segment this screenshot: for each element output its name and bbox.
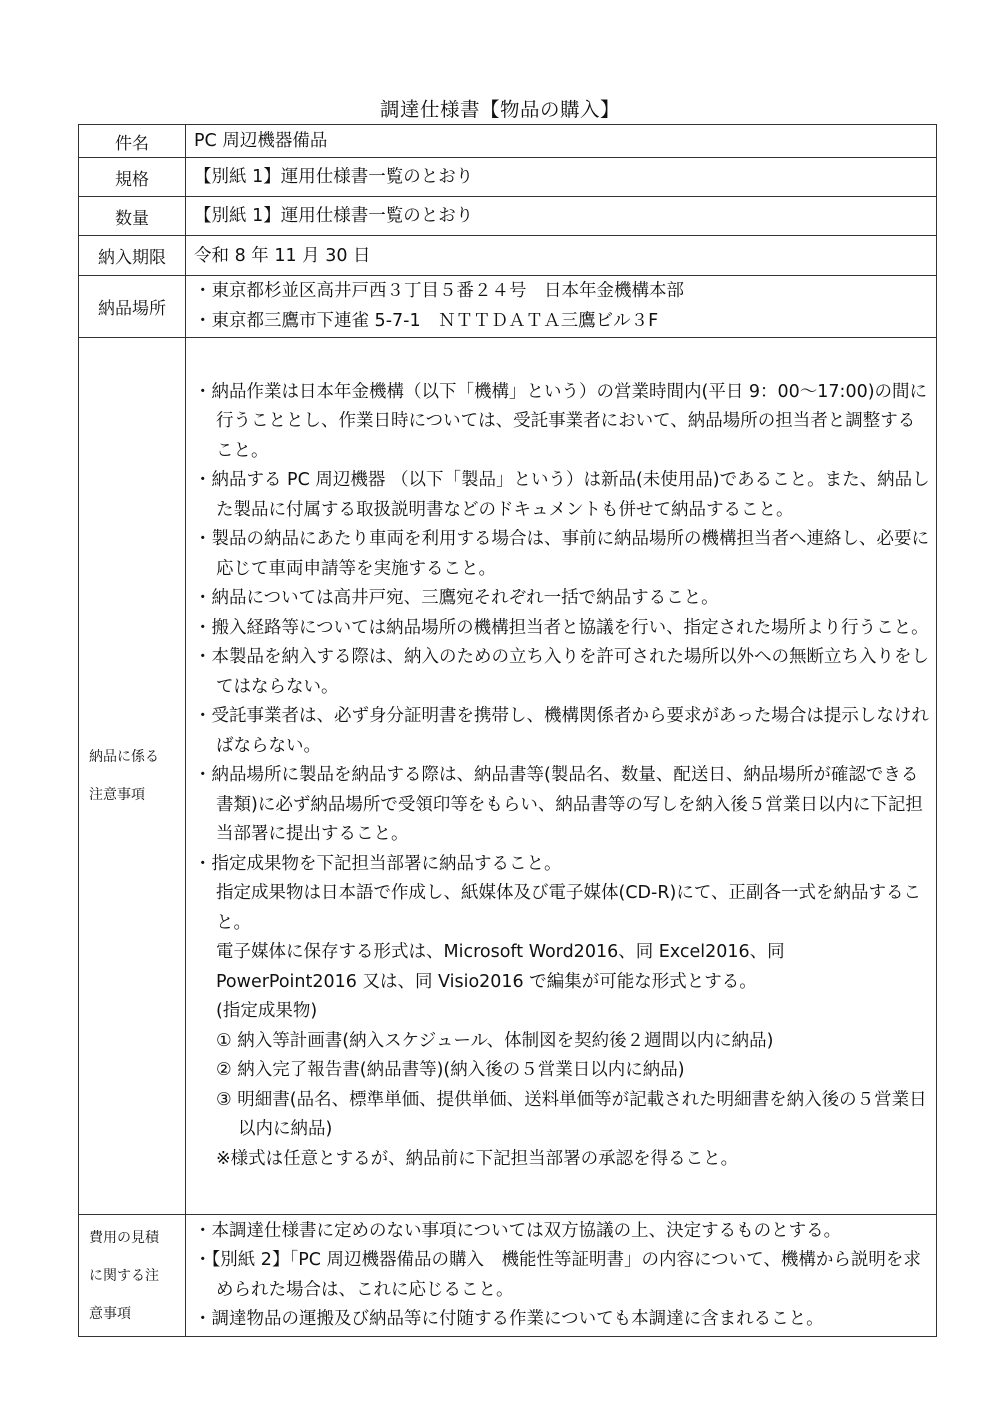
deliverable-paragraph: 電子媒体に保存する形式は、Microsoft Word2016、同 Excel2016、同 PowerPoint2016 又は、同 Visio2016 で編集が可能な形式とする。 bbox=[216, 942, 785, 992]
notes-item: ・納品については高井戸宛、三鷹宛それぞれ一括で納品すること。 bbox=[194, 588, 719, 609]
spec-table bbox=[78, 124, 937, 1337]
label-estimate-line: に関する注 bbox=[89, 1267, 159, 1284]
label-quantity: 数量 bbox=[79, 197, 186, 236]
label-name: 件名 bbox=[79, 125, 186, 158]
row-place bbox=[79, 276, 937, 338]
row-notes bbox=[79, 338, 937, 1215]
label-notes-line: 注意事項 bbox=[89, 787, 145, 803]
row-deadline bbox=[79, 236, 937, 276]
label-estimate bbox=[79, 1215, 186, 1337]
footnote: ※様式は任意とするが、納品前に下記担当部署の承認を得ること。 bbox=[216, 1148, 739, 1169]
label-notes bbox=[79, 338, 186, 1215]
label-estimate-line: 費用の見積 bbox=[89, 1229, 159, 1246]
row-name bbox=[79, 125, 937, 158]
label-estimate-line: 意事項 bbox=[89, 1305, 131, 1322]
label-notes-line: 納品に係る bbox=[89, 749, 159, 765]
value-quantity: 【別紙 1】運用仕様書一覧のとおり bbox=[186, 197, 937, 236]
notes-item: ・搬入経路等については納品場所の機構担当者と協議を行い、指定された場所より行うこと。 bbox=[194, 617, 929, 638]
value-deadline: 令和 8 年 11 月 30 日 bbox=[186, 236, 937, 276]
estimate-item: ・【別紙 2】「PC 周辺機器備品の購入 機能性等証明書」の内容について、機構から説明を求められた場合は、これに応じること。 bbox=[194, 1250, 921, 1300]
label-place: 納品場所 bbox=[79, 276, 186, 338]
estimate-item: ・本調達仕様書に定めのない事項については双方協議の上、決定するものとする。 bbox=[194, 1220, 842, 1241]
notes-item: ・本製品を納入する際は、納入のための立ち入りを許可された場所以外への無断立ち入りをしてはならない。 bbox=[194, 647, 929, 697]
notes-item: ・納品作業は日本年金機構（以下「機構」という）の営業時間内(平日 9：00～17:00)の間に行うこととし、作業日時については、受託事業者において、納品場所の担当者と調整すること。 bbox=[194, 381, 928, 461]
estimate-item: ・調達物品の運搬及び納品等に付随する作業についても本調達に含まれること。 bbox=[194, 1309, 824, 1329]
label-spec: 規格 bbox=[79, 158, 186, 197]
document-title: 調達仕様書【物品の購入】 bbox=[379, 98, 620, 121]
row-estimate bbox=[79, 1215, 937, 1337]
notes-item: ・納品する PC 周辺機器 （以下「製品」という）は新品(未使用品)であること。また、納品した製品に付属する取扱説明書などのドキュメントも併せて納品すること。 bbox=[194, 470, 930, 520]
value-place bbox=[186, 276, 937, 338]
deliverable-item: ② 納入完了報告書(納品書等)(納入後の５営業日以内に納品) bbox=[216, 1060, 685, 1081]
place-item: ・東京都杉並区高井戸西３丁目５番２４号 日本年金機構本部 bbox=[194, 281, 684, 301]
value-notes bbox=[186, 338, 937, 1215]
label-deadline: 納入期限 bbox=[79, 236, 186, 276]
notes-item: ・製品の納品にあたり車両を利用する場合は、事前に納品場所の機構担当者へ連絡し、必要に応じて車両申請等を実施すること。 bbox=[194, 529, 929, 579]
row-spec bbox=[79, 158, 937, 197]
row-quantity bbox=[79, 197, 937, 236]
value-estimate bbox=[186, 1215, 937, 1337]
deliverable-heading: (指定成果物) bbox=[216, 1001, 318, 1022]
value-name: PC 周辺機器備品 bbox=[186, 125, 937, 158]
notes-item: ・受託事業者は、必ず身分証明書を携帯し、機構関係者から要求があった場合は提示しなければならない。 bbox=[194, 706, 929, 756]
value-spec: 【別紙 1】運用仕様書一覧のとおり bbox=[186, 158, 937, 197]
deliverable-item: ③ 明細書(品名、標準単価、提供単価、送料単価等が記載された明細書を納入後の５営業日以内に納品) bbox=[216, 1089, 927, 1140]
deliverable-item: ① 納入等計画書(納入スケジュール、体制図を契約後２週間以内に納品) bbox=[216, 1030, 774, 1051]
notes-item: ・指定成果物を下記担当部署に納品すること。 bbox=[194, 853, 562, 874]
notes-item: ・納品場所に製品を納品する際は、納品書等(製品名、数量、配送日、納品場所が確認できる書類)に必ず納品場所で受領印等をもらい、納品書等の写しを納入後５営業日以内に下記担当部署に提出すること。 bbox=[194, 765, 923, 845]
deliverable-paragraph: 指定成果物は日本語で作成し、紙媒体及び電子媒体(CD-R)にて、正副各一式を納品すること。 bbox=[216, 883, 921, 933]
place-item: ・東京都三鷹市下連雀 5-7-1 ＮＴＴＤＡＴＡ三鷹ビル３F bbox=[194, 310, 659, 331]
